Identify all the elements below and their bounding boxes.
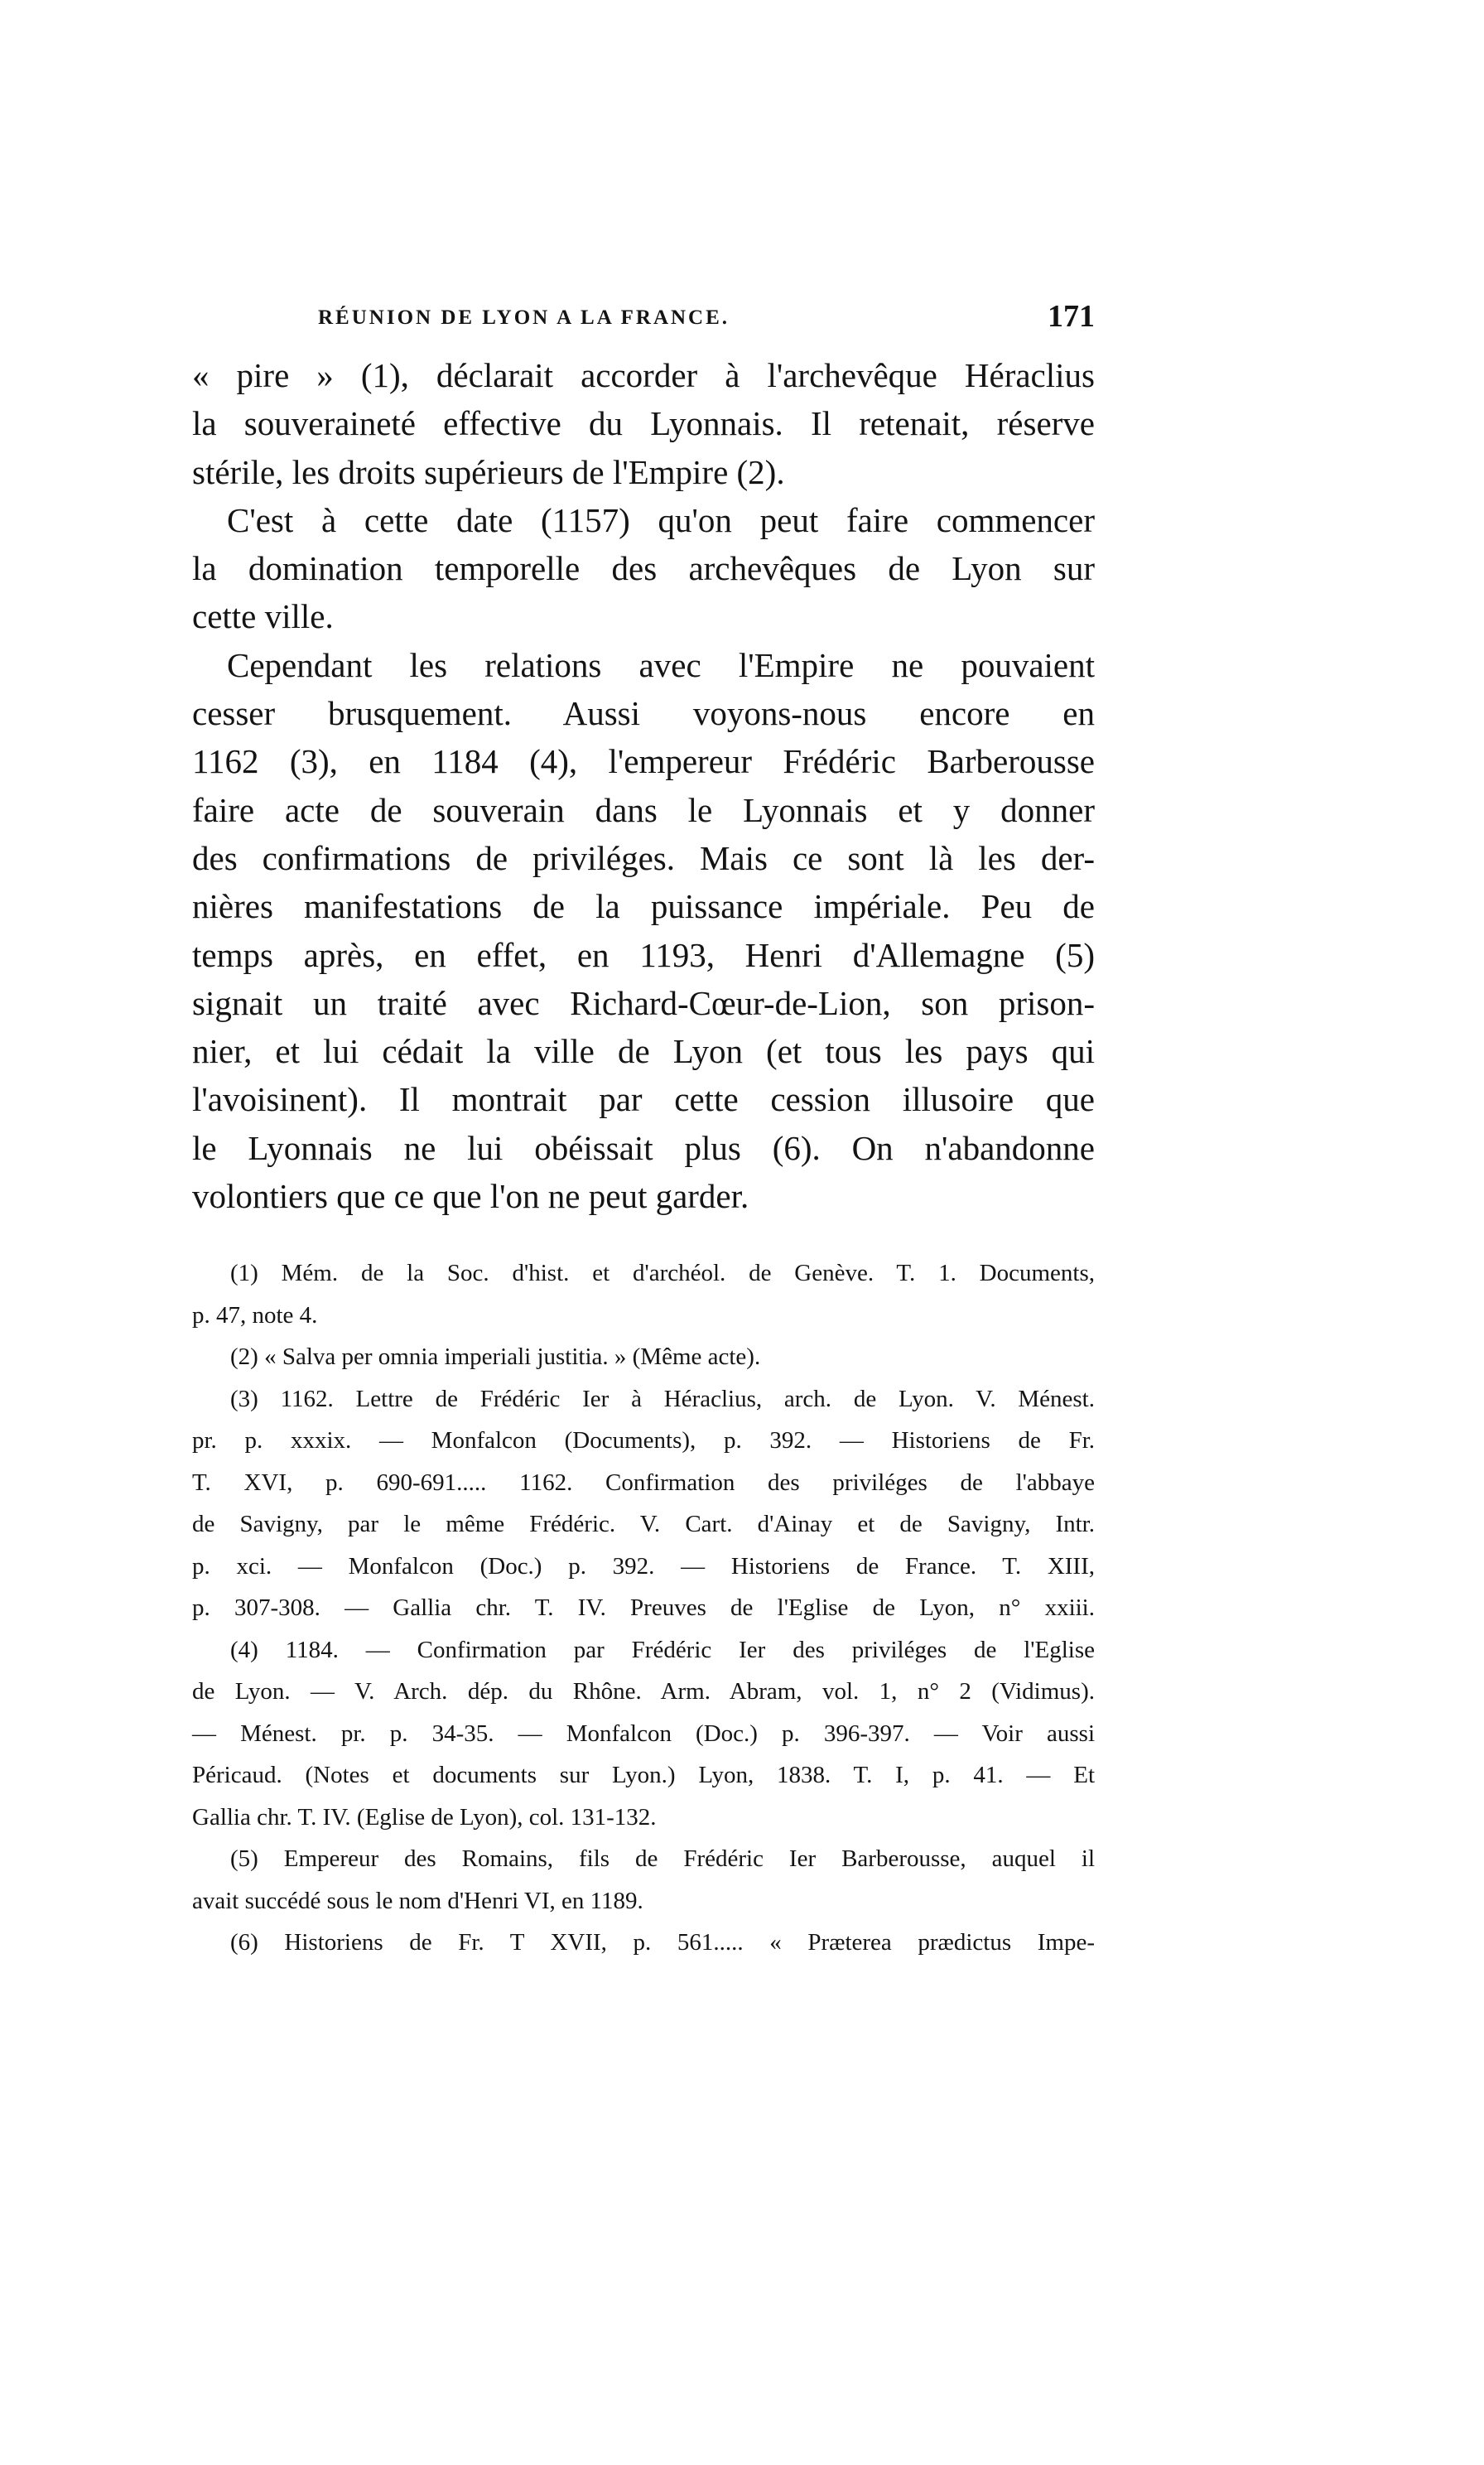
body-line: la souveraineté effective du Lyonnais. Il retenait, réserve — [192, 404, 1095, 443]
body-line: signait un traité avec Richard-Cœur-de-Lion, son prison- — [192, 983, 1095, 1022]
footnote-line: p. xci. — Monfalcon (Doc.) p. 392. — Historiens de France. T. XIII, — [192, 1552, 1095, 1580]
footnote-line: (4) 1184. — Confirmation par Frédéric Ier des priviléges de l'Eglise — [230, 1636, 1095, 1663]
footnotes — [192, 1252, 1095, 1964]
footnote-line: (2) « Salva per omnia imperiali justitia. » (Même acte). — [230, 1343, 761, 1370]
body-line: 1162 (3), en 1184 (4), l'empereur Frédéric Barberousse — [192, 742, 1095, 781]
footnote-line: avait succédé sous le nom d'Henri VI, en 1189. — [192, 1887, 643, 1914]
footnote-line: (3) 1162. Lettre de Frédéric Ier à Héraclius, arch. de Lyon. V. Ménest. — [230, 1385, 1095, 1412]
footnote-line: (1) Mém. de la Soc. d'hist. et d'archéol. de Genève. T. 1. Documents, — [230, 1260, 1095, 1286]
body-line: stérile, les droits supérieurs de l'Empire (2). — [192, 452, 785, 491]
body-line: l'avoisinent). Il montrait par cette cession illusoire que — [192, 1080, 1095, 1119]
body-line: temps après, en effet, en 1193, Henri d'Allemagne (5) — [192, 935, 1095, 974]
footnote-line: (5) Empereur des Romains, fils de Frédéric Ier Barberousse, auquel il — [230, 1845, 1095, 1872]
footnote-line: de Lyon. — V. Arch. dép. du Rhône. Arm. Abram, vol. 1, n° 2 (Vidimus). — [192, 1678, 1095, 1705]
body-line: nières manifestations de la puissance impériale. Peu de — [192, 887, 1095, 926]
running-title: RÉUNION DE LYON A LA FRANCE. — [318, 306, 730, 329]
footnote-line: (6) Historiens de Fr. T XVII, p. 561..... « Præterea prædictus Impe- — [230, 1929, 1095, 1956]
body-line: cette ville. — [192, 597, 334, 636]
page-number: 171 — [1048, 299, 1095, 334]
body-text — [192, 351, 1095, 1220]
body-line: Cependant les relations avec l'Empire ne pouvaient — [227, 645, 1095, 684]
body-line: nier, et lui cédait la ville de Lyon (et tous les pays qui — [192, 1032, 1095, 1071]
running-head — [192, 298, 1095, 338]
body-line: des confirmations de priviléges. Mais ce sont là les der- — [192, 838, 1095, 877]
footnote-line: p. 307-308. — Gallia chr. T. IV. Preuves de l'Eglise de Lyon, n° xxiii. — [192, 1594, 1095, 1621]
footnote-line: T. XVI, p. 690-691..... 1162. Confirmation des priviléges de l'abbaye — [192, 1469, 1095, 1496]
body-line: faire acte de souverain dans le Lyonnais et y donner — [192, 790, 1095, 829]
footnote-line: pr. p. xxxix. — Monfalcon (Documents), p. 392. — Historiens de Fr. — [192, 1427, 1095, 1454]
footnote-line: Péricaud. (Notes et documents sur Lyon.) Lyon, 1838. T. I, p. 41. — Et — [192, 1762, 1095, 1788]
footnote-line: p. 47, note 4. — [192, 1301, 318, 1329]
body-line: C'est à cette date (1157) qu'on peut faire commencer — [227, 500, 1095, 539]
footnote-line: de Savigny, par le même Frédéric. V. Cart. d'Ainay et de Savigny, Intr. — [192, 1511, 1095, 1537]
footnote-line: Gallia chr. T. IV. (Eglise de Lyon), col. 131-132. — [192, 1803, 657, 1831]
body-line: la domination temporelle des archevêques de Lyon sur — [192, 549, 1095, 588]
body-line: cesser brusquement. Aussi voyons-nous encore en — [192, 694, 1095, 733]
body-line: « pire » (1), déclarait accorder à l'archevêque Héraclius — [192, 356, 1095, 394]
body-line: volontiers que ce que l'on ne peut garder. — [192, 1177, 749, 1216]
body-line: le Lyonnais ne lui obéissait plus (6). On n'abandonne — [192, 1128, 1095, 1167]
footnote-line: — Ménest. pr. p. 34-35. — Monfalcon (Doc.) p. 396-397. — Voir aussi — [192, 1720, 1095, 1747]
